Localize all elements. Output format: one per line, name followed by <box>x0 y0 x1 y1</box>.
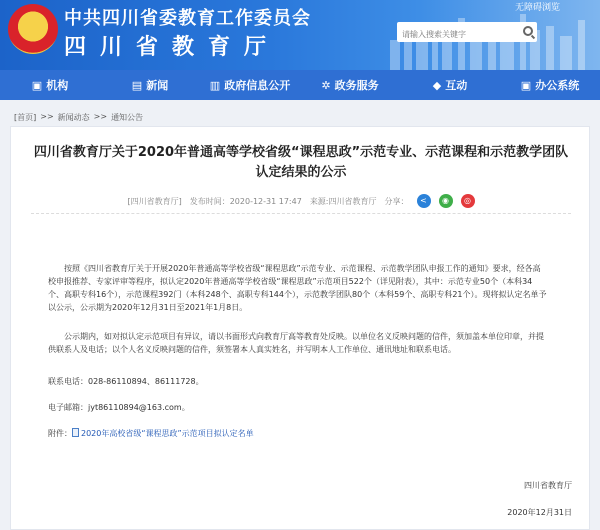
breadcrumb-separator: >> <box>93 112 108 121</box>
book-icon: ▥ <box>209 78 221 92</box>
share-icon[interactable]: < <box>417 194 431 208</box>
article-paragraph-2: 公示期内，如对拟认定示范项目有异议，请以书面形式向教育厅高等教育处反映。以单位名义反映问题的信件，须加盖本单位印章，并提供联系人及电话；以个人名义反映问题的信件，须签署本人真实姓名，并写明本人工作单位、通讯地址和联系电话。 <box>48 332 544 354</box>
breadcrumb-separator: >> <box>40 112 54 121</box>
share-label: 分享： <box>384 196 409 206</box>
divider <box>31 213 571 214</box>
nav-item-label: 办公系统 <box>535 79 580 92</box>
site-subtitle: 四川省教育厅 <box>64 34 281 60</box>
main-nav <box>0 70 600 100</box>
nav-item-xinwen[interactable] <box>100 70 200 100</box>
search-input[interactable] <box>397 25 515 45</box>
article-title: 四川省教育厅关于2020年普通高等学校省级“课程思政”示范专业、示范课程和示范教学团队认定结果的公示 <box>33 145 569 180</box>
breadcrumb-home[interactable]: [首页] <box>14 113 37 122</box>
nav-item-label: 政府信息公开 <box>224 79 291 92</box>
nav-item-label: 互动 <box>445 79 468 92</box>
nav-item-services[interactable] <box>300 70 400 100</box>
building-icon: ▣ <box>520 78 532 92</box>
search-icon[interactable] <box>523 26 533 36</box>
article-published: 发布时间：2020-12-31 17:47 <box>189 196 302 206</box>
building-icon: ▣ <box>31 78 43 92</box>
chat-icon: ◆ <box>432 78 442 92</box>
attachment-link[interactable]: 2020年高校省级“课程思政”示范项目拟认定名单 <box>81 429 254 438</box>
gear-icon: ✲ <box>321 78 331 92</box>
newspaper-icon: ▤ <box>131 78 143 92</box>
search-box <box>397 22 537 42</box>
accessibility-link[interactable]: 无障碍浏览 <box>514 3 560 13</box>
weibo-icon[interactable]: ◎ <box>461 194 475 208</box>
signature-date: 2020年12月31日 <box>507 508 572 517</box>
nav-item-jigou[interactable] <box>0 70 100 100</box>
wechat-icon[interactable]: ◉ <box>439 194 453 208</box>
national-emblem-icon: ★ <box>8 4 58 54</box>
breadcrumb-notices[interactable]: 通知公告 <box>111 113 144 122</box>
attachment-row <box>48 428 254 439</box>
nav-item-label: 新闻 <box>146 79 169 92</box>
contact-email: 电子邮箱：jyt86110894@163.com。 <box>48 403 190 412</box>
article-panel <box>10 126 590 530</box>
article-meta <box>31 194 571 208</box>
article-paragraph-1: 按照《四川省教育厅关于开展2020年普通高等学校省级“课程思政”示范专业、示范课程、示范教学团队申报工作的通知》要求，经各高校申报推荐、专家评审等程序，拟认定2020年普通高等学校省级“课程思政”示范项目522个（详见附表），其中：示范专业50个（本科34个、高职专科16个），示范课程392门（本科248个、高职专科144个），示范教学团队80个（本科59个、高职专科21个）。现将拟认定名单予以公示，公示期为2020年12月31日至2021年1月8日。 <box>48 264 547 312</box>
nav-item-office[interactable] <box>500 70 600 100</box>
attachment-label: 附件： <box>48 429 72 438</box>
nav-item-info-disclosure[interactable] <box>200 70 300 100</box>
article-from: 来源:四川省教育厅 <box>309 196 377 206</box>
contact-phone: 联系电话：028-86110894、86111728。 <box>48 377 204 386</box>
signature: 四川省教育厅 <box>524 481 572 490</box>
site-header <box>0 0 600 70</box>
nav-item-label: 机构 <box>46 79 69 92</box>
site-title: 中共四川省委教育工作委员会 <box>64 8 311 29</box>
file-icon <box>72 428 79 437</box>
nav-item-label: 政务服务 <box>334 79 379 92</box>
breadcrumb-news[interactable]: 新闻动态 <box>57 113 90 122</box>
breadcrumb <box>14 112 143 123</box>
nav-item-interaction[interactable] <box>400 70 500 100</box>
article-source: [四川省教育厅] <box>127 196 182 206</box>
